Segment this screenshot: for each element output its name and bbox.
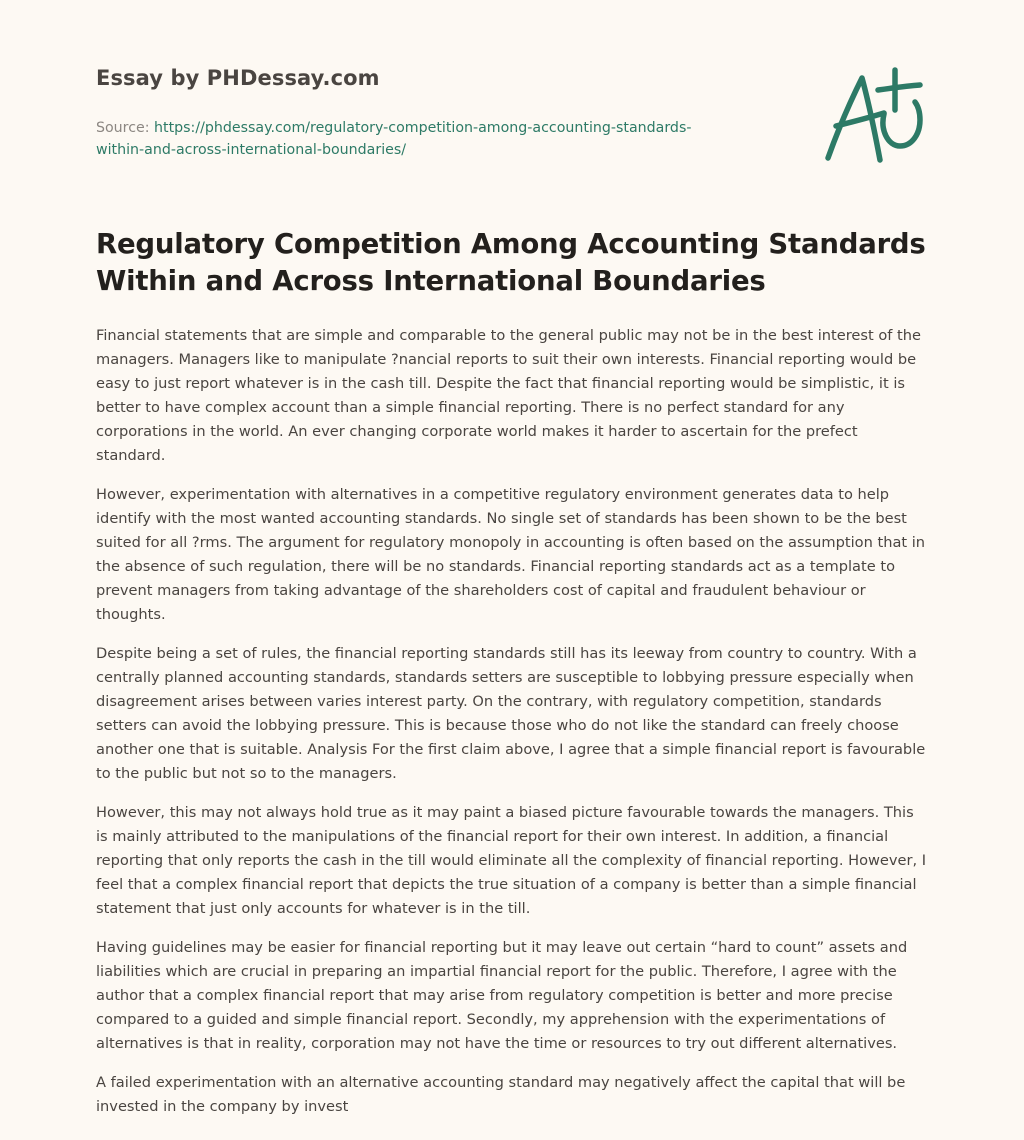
source-line [96,117,776,161]
source-link[interactable] [96,120,691,158]
source-link-line-2: within-and-across-international-boundaries/ [96,142,407,158]
paragraph: Despite being a set of rules, the financial reporting standards still has its leeway from country to country. With a centrally planned accounting standards, standards setters are susceptible to lobbying pressure especially when disagreement arises between varies interest party. On the contrary, with regulatory competition, standards setters can avoid the lobbying pressure. This is because those who do not like the standard can freely choose another one that is suitable. Analysis For the first claim above, I agree that a simple financial report is favourable to the public but not so to the managers. [96,645,926,782]
paragraph: Financial statements that are simple and comparable to the general public may not be in the best interest of the managers. Managers like to manipulate ?nancial reports to suit their own interests. Financial reporting would be easy to just report whatever is in the cash till. Despite the fact that financial reporting would be simplistic, it is better to have complex account than a simple financial reporting. There is no perfect standard for any corporations in the world. An ever changing corporate world makes it harder to ascertain for the prefect standard. [96,327,922,464]
paragraph: However, experimentation with alternatives in a competitive regulatory environment generates data to help identify with the most wanted accounting standards. No single set of standards has been shown to be the best suited for all ?rms. The argument for regulatory monopoly in accounting is often based on the assumption that in the absence of such regulation, there will be no standards. Financial reporting standards act as a template to prevent managers from taking advantage of the shareholders cost of capital and fraudulent behaviour or thoughts. [96,486,926,623]
article-body [96,324,928,1134]
paragraph: A failed experimentation with an alternative accounting standard may negatively affect the capital that will be invested in the company by invest [96,1074,906,1115]
paragraph: Having guidelines may be easier for financial reporting but it may leave out certain “hard to count” assets and liabilities which are crucial in preparing an impartial financial report for the public. Therefore, I agree with the author that a complex financial report that may arise from regulatory competition is better and more precise compared to a guided and simple financial report. Secondly, my apprehension with the experimentations of alternatives is that in reality, corporation may not have the time or resources to try out different alternatives. [96,939,908,1052]
source-link-line-1: https://phdessay.com/regulatory-competition-among-accounting-standards- [154,120,692,136]
article-title: Regulatory Competition Among Accounting Standards Within and Across International Boundaries [96,228,926,297]
site-title: Essay by PHDessay.com [96,66,380,90]
source-label: Source: [96,120,155,136]
paragraph: However, this may not always hold true as it may paint a biased picture favourable towards the managers. This is mainly attributed to the manipulations of the financial report for their own interest. In addition, a financial reporting that only reports the cash in the till would eliminate all the complexity of financial reporting. However, I feel that a complex financial report that depicts the true situation of a company is better than a simple financial statement that just only accounts for whatever is in the till. [96,804,927,917]
page-header [96,66,776,161]
a-plus-grade-icon [820,66,932,168]
